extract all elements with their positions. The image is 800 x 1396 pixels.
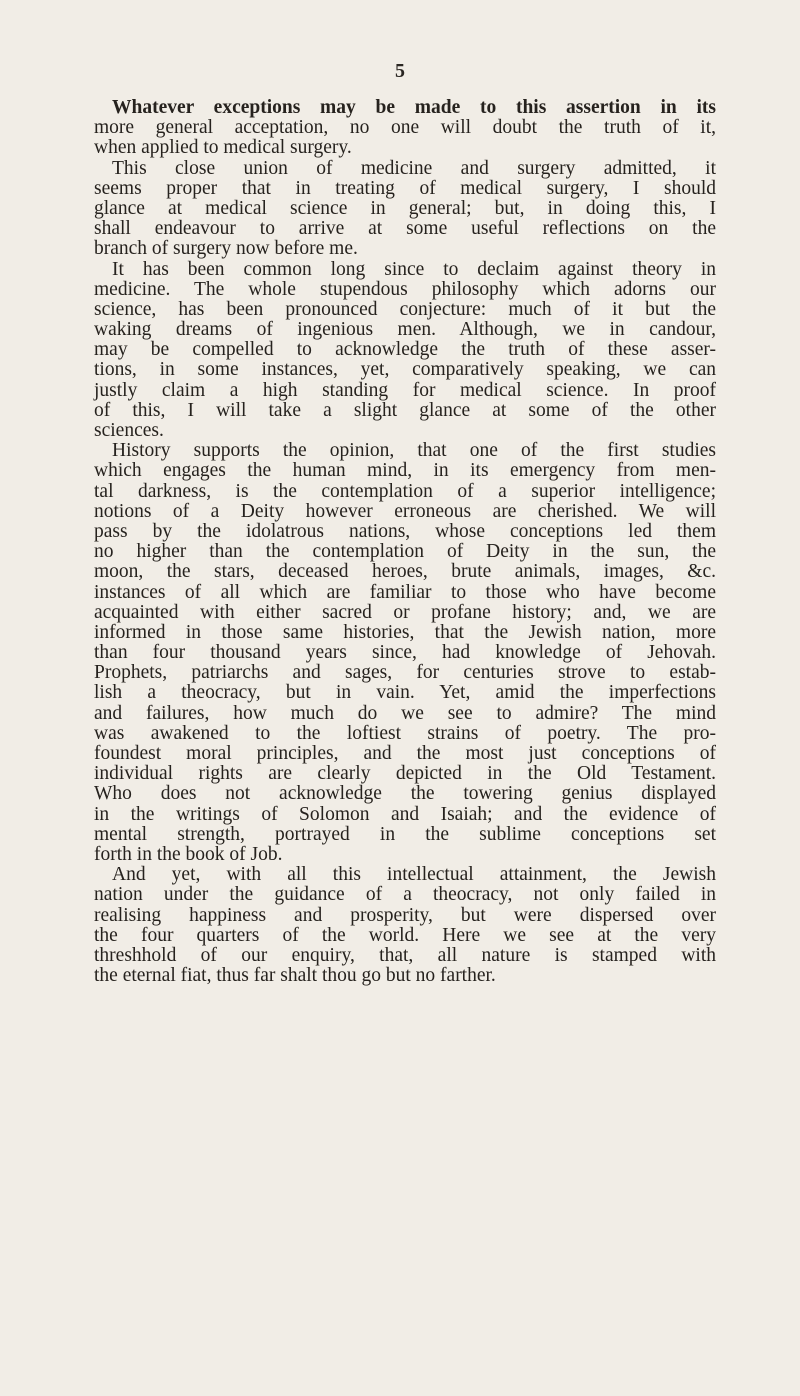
text-line: and failures, how much do we see to admire? The mind [94, 702, 716, 724]
text-line: which engages the human mind, in its emergency from men- [94, 460, 716, 482]
text-line: Whatever exceptions may be made to this assertion in its [112, 97, 716, 118]
text-line: acquainted with either sacred or profane history; and, we are [94, 601, 716, 623]
text-line: in the writings of Solomon and Isaiah; and the evidence of [94, 803, 716, 825]
text-line: And yet, with all this intellectual attainment, the Jewish [112, 864, 716, 886]
text-line: individual rights are clearly depicted in the Old Testament. [94, 763, 716, 785]
page-number: 5 [395, 60, 405, 82]
text-line: notions of a Deity however erroneous are cherished. We will [94, 500, 716, 522]
text-line: science, has been pronounced conjecture: much of it but the [94, 298, 716, 320]
text-line: the eternal fiat, thus far shalt thou go but no farther. [94, 965, 496, 987]
text-line: moon, the stars, deceased heroes, brute animals, images, &c. [94, 561, 716, 583]
text-line: History supports the opinion, that one of the first studies [112, 440, 716, 462]
text-line: mental strength, portrayed in the sublime conceptions set [94, 823, 716, 845]
text-line: This close union of medicine and surgery admitted, it [112, 157, 716, 179]
text-line: the four quarters of the world. Here we see at the very [94, 924, 716, 946]
text-line: threshhold of our enquiry, that, all nature is stamped with [94, 944, 716, 966]
text-line: shall endeavour to arrive at some useful reflections on the [94, 218, 716, 240]
text-line: branch of surgery now before me. [94, 238, 358, 260]
text-line: foundest moral principles, and the most just conceptions of [94, 743, 716, 764]
text-line: informed in those same histories, that the Jewish nation, more [94, 621, 716, 643]
body-text [94, 98, 716, 986]
text-line: justly claim a high standing for medical science. In proof [94, 379, 716, 401]
text-line: nation under the guidance of a theocracy, not only failed in [94, 884, 716, 906]
text-line: more general acceptation, no one will doubt the truth of it, [94, 117, 716, 139]
text-line: pass by the idolatrous nations, whose conceptions led them [94, 520, 716, 542]
text-line: tions, in some instances, yet, comparatively speaking, we can [94, 359, 716, 381]
text-line: waking dreams of ingenious men. Although, we in candour, [94, 319, 716, 341]
text-line: It has been common long since to declaim against theory in [112, 258, 716, 280]
text-line: than four thousand years since, had knowledge of Jehovah. [94, 642, 716, 664]
text-line: sciences. [94, 420, 164, 441]
text-line: when applied to medical surgery. [94, 137, 352, 159]
text-line: instances of all which are familiar to those who have become [94, 581, 716, 603]
text-line: lish a theocracy, but in vain. Yet, amid the imperfections [94, 682, 716, 704]
text-line: no higher than the contemplation of Deity in the sun, the [94, 541, 716, 563]
text-line: seems proper that in treating of medical surgery, I should [94, 177, 716, 199]
text-line: tal darkness, is the contemplation of a superior intelligence; [94, 480, 716, 502]
text-line: was awakened to the loftiest strains of poetry. The pro- [94, 722, 716, 744]
text-line: may be compelled to acknowledge the truth of these asser- [94, 339, 716, 361]
text-line: glance at medical science in general; but, in doing this, I [94, 197, 716, 219]
text-line: medicine. The whole stupendous philosophy which adorns our [94, 278, 716, 300]
text-line: Prophets, patriarchs and sages, for centuries strove to estab- [94, 662, 716, 684]
text-line: forth in the book of Job. [94, 843, 283, 865]
text-line: of this, I will take a slight glance at some of the other [94, 399, 716, 421]
text-line: Who does not acknowledge the towering genius displayed [94, 783, 716, 805]
text-line: realising happiness and prosperity, but were dispersed over [94, 904, 716, 926]
